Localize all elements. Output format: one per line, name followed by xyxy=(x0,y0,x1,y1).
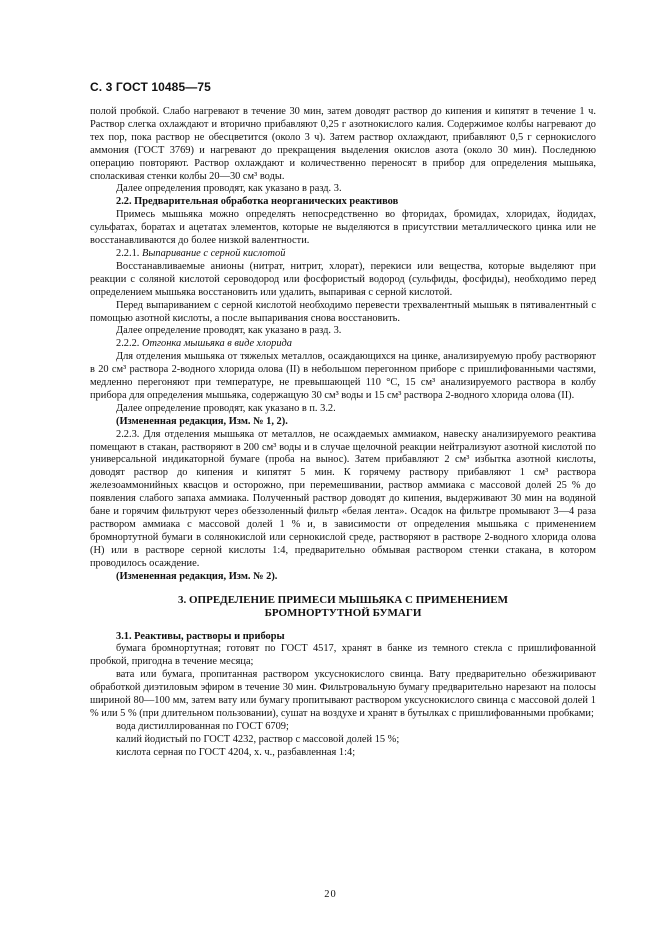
reagent-item: калий йодистый по ГОСТ 4232, раствор с массовой долей 15 %; xyxy=(116,733,400,745)
subsection-2-2-2-title: Отгонка мышьяка в виде хлорида xyxy=(142,338,292,350)
page-header: С. 3 ГОСТ 10485—75 xyxy=(90,80,211,94)
subsection-2-2-2-heading xyxy=(90,338,596,351)
subsection-2-2-1-title: Выпаривание с серной кислотой xyxy=(142,247,286,259)
subsection-2-2-1-heading xyxy=(90,248,596,261)
reagent-item: бумага бромнортутная; готовят по ГОСТ 4517, хранят в банке из темного стекла с пришлифованной пробкой, пригодна в течение месяца; xyxy=(90,643,596,668)
section-3-title-line2: БРОМНОРТУТНОЙ БУМАГИ xyxy=(264,607,422,620)
section-3-title-line1: 3. ОПРЕДЕЛЕНИЕ ПРИМЕСИ МЫШЬЯКА С ПРИМЕНЕНИЕМ xyxy=(178,593,508,606)
subsection-2-2-1-number: 2.2.1. xyxy=(116,247,140,259)
reagent-item: кислота серная по ГОСТ 4204, х. ч., разбавленная 1:4; xyxy=(116,746,356,758)
paragraph-reference-3: Далее определение проводят, как указано в п. 3.2. xyxy=(116,402,336,414)
paragraph-continuation: полой пробкой. Слабо нагревают в течение 30 мин, затем доводят раствор до кипения и кипятят в течение 1 ч. Раствор слегка охлаждают и вторично прибавляют 0,25 г азотнокислого калия. Содержимое колбы нагревают до тех пор, пока раствор не обесцветится (около 3 ч). Затем раствор охлаждают, прибавляют 0,5 г сернокислого аммония (ГОСТ 3769) и нагревают до прекращения выделения окислов азота (около 30 мин). Последнюю операцию повторяют. Раствор охлаждают и количественно переносят в прибор для определения мышьяка, споласкивая стенки колбы 20—30 см³ воды. xyxy=(90,106,596,182)
paragraph-2-2-1-body: Восстанавливаемые анионы (нитрат, нитрит, хлорат), перекиси или вещества, которые выделяют при реакции с соляной кислотой сероводород или фосфористый водород (сульфиды, фосфиды), необходимо перед определением мышьяка восстановить или удалить, выпаривая с серной кислотой. xyxy=(90,260,596,298)
section-3-title xyxy=(90,594,596,621)
page-number: 20 xyxy=(324,889,337,900)
amendment-note-1: (Измененная редакция, Изм. № 1, 2). xyxy=(116,415,288,427)
page-body xyxy=(90,106,596,760)
section-heading-2-2: 2.2. Предварительная обработка неорганических реактивов xyxy=(116,196,399,208)
paragraph-2-2-body: Примесь мышьяка можно определять непосредственно во фторидах, бромидах, хлоридах, йодидах, сульфатах, боратах и ацетатах элементов, которые не выделяются в присутствии металлического цинка или не восстанавливаются до более низкой валентности. xyxy=(90,209,596,247)
amendment-note-2: (Измененная редакция, Изм. № 2). xyxy=(116,570,278,582)
paragraph-reference-1: Далее определения проводят, как указано в разд. 3. xyxy=(116,183,342,195)
paragraph-2-2-3-body: 2.2.3. Для отделения мышьяка от металлов, не осаждаемых аммиаком, навеску анализируемого реактива помещают в стакан, растворяют в 200 см³ воды и в случае щелочной реакции нейтрализуют азотной кислотой по универсальной индикаторной бумаге (проба на вынос). Затем прибавляют 2 см³ избытка азотной кислоты, доводят раствор до кипения и кипятят 5 мин. К горячему раствору прибавляют 1 см³ раствора железоаммонийных квасцов и осторожно, при перемешивании, раствор аммиака с массовой долей 25 % до появления слабого запаха аммиака. Полученный раствор доводят до кипения, выдерживают 30 мин на водяной бане и горячим фильтруют через обеззоленный фильтр «белая лента». Осадок на фильтре промывают 3—4 раза раствором аммиака с массовой долей 1 % и, в зависимости от определения мышьяка с применением бромнортутной бумаги в солянокислой или сернокислой среде, растворяют в растворе 2-водного хлорида олова (Н) или в растворе серной кислоты 1:4, предварительно обмывая раствором стенки стакана, в котором проводилось осаждение. xyxy=(90,428,596,569)
section-3-1-heading: 3.1. Реактивы, растворы и приборы xyxy=(116,630,285,642)
paragraph-reference-2: Далее определение проводят, как указано в разд. 3. xyxy=(116,325,342,337)
paragraph-2-2-1-note: Перед выпариванием с серной кислотой необходимо перевести трехвалентный мышьяк в пятивалентный с помощью азотной кислоты, а после выпаривания снова восстановить. xyxy=(90,299,596,324)
subsection-2-2-2-number: 2.2.2. xyxy=(116,338,140,350)
reagent-item: вата или бумага, пропитанная раствором уксуснокислого свинца. Вату предварительно обезжиривают обработкой диэтиловым эфиром в течение 30 мин. Фильтровальную бумагу предварительно нарезают на полосы шириной 80—100 мм, затем вату или бумагу пропитывают раствором уксуснокислого свинца с массовой долей 1 % или 5 % (при длительном пользовании), сушат на воздухе и хранят в бутылках с пришлифованными пробками; xyxy=(90,669,596,719)
paragraph-2-2-2-body: Для отделения мышьяка от тяжелых металлов, осаждающихся на цинке, анализируемую пробу растворяют в 20 см³ раствора 2-водного хлорида олова (II) в небольшом перегонном приборе с пришлифованными частями, медленно перегоняют при температуре, не превышающей 110 °С, 15 см³ анализируемого раствора в колбу прибора для определения мышьяка, содержащую 30 см³ воды и 15 см³ раствора 2-водного хлорида олова (II). xyxy=(90,351,596,401)
reagent-item: вода дистиллированная по ГОСТ 6709; xyxy=(116,720,289,732)
